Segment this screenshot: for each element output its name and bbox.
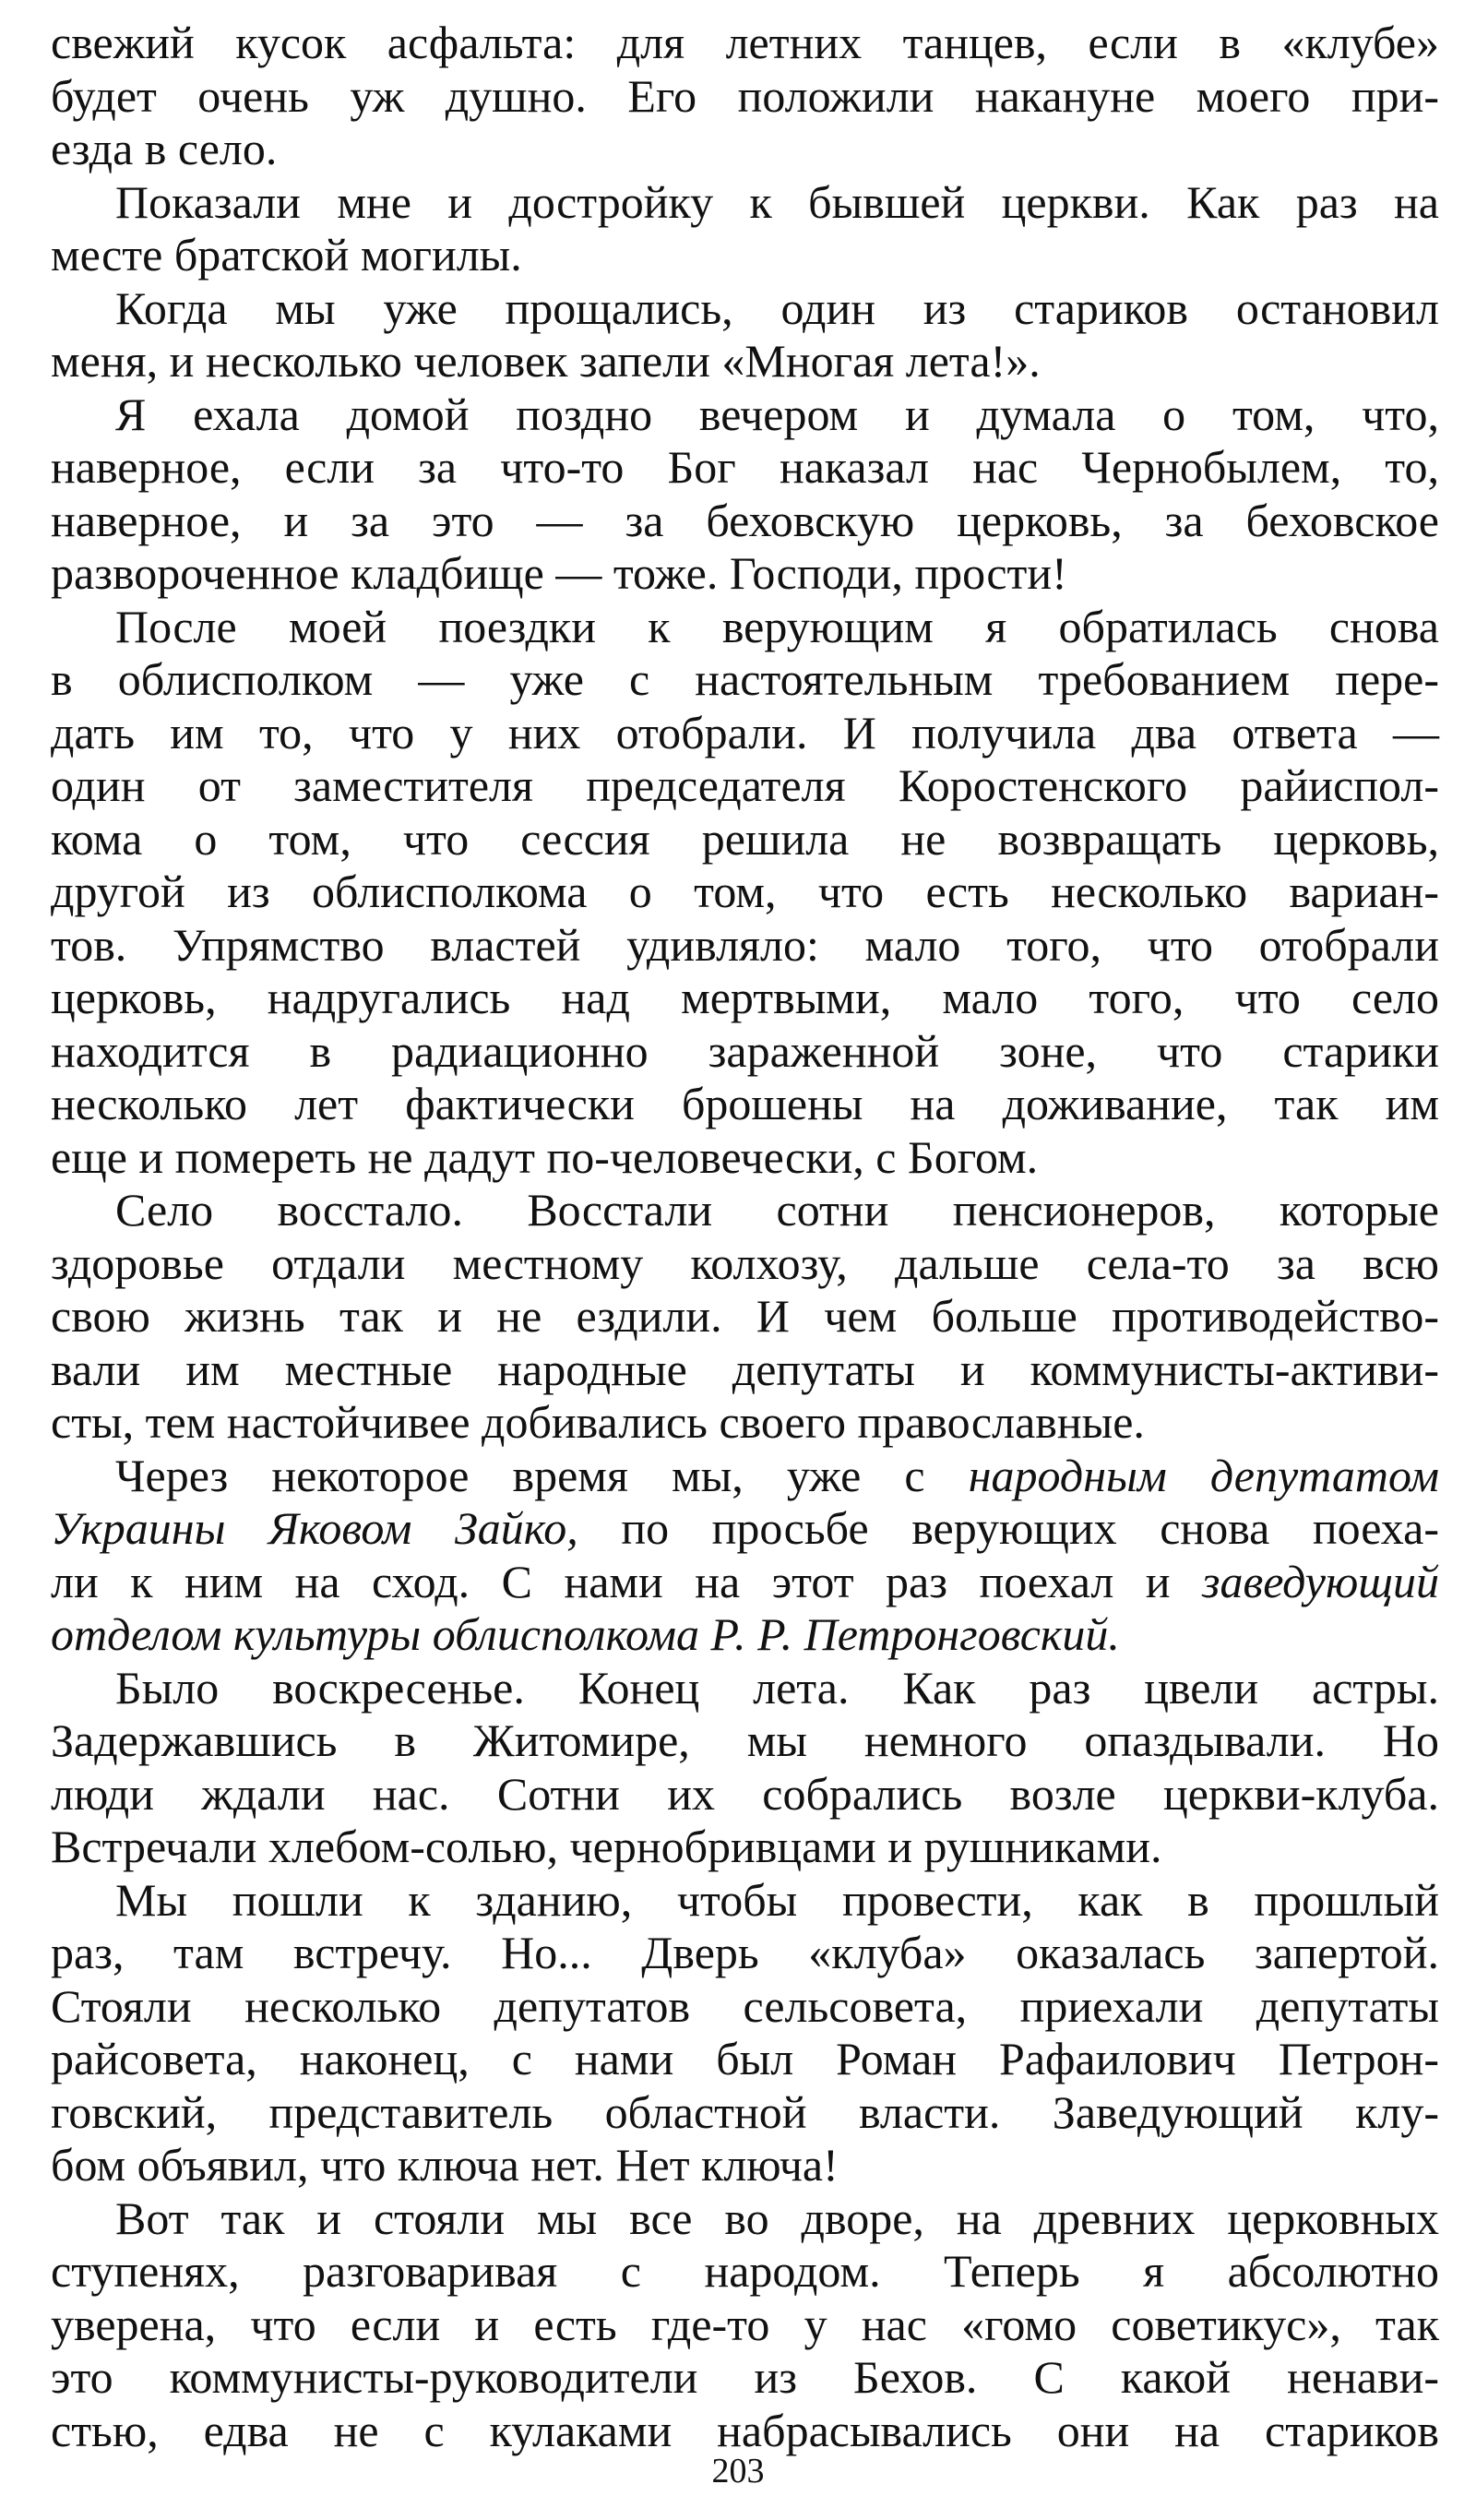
body-text: свою жизнь так и не ездили. И чем больше противодейство-	[51, 1290, 1439, 1342]
text-line	[51, 1344, 1439, 1397]
text-line	[51, 601, 1439, 654]
italic-text: заведующий	[1202, 1555, 1439, 1607]
italic-text: народным депутатом	[968, 1449, 1439, 1501]
body-text: еще и помереть не дадут по-человечески, с Богом.	[51, 1130, 1039, 1183]
body-text: После моей поездки к верующим я обратилась снова	[115, 600, 1439, 652]
text-line	[51, 441, 1439, 495]
body-text: Село восстало. Восстали сотни пенсионеров, которые	[115, 1184, 1439, 1236]
body-text: стью, едва не с кулаками набрасывались они на стариков	[51, 2404, 1439, 2456]
text-line	[51, 229, 1439, 282]
text-line	[51, 176, 1439, 230]
body-text: церковь, надругались над мертвыми, мало того, что село	[51, 972, 1439, 1023]
body-text: здоровье отдали местному колхозу, дальше села-то за всю	[51, 1236, 1439, 1289]
text-line	[51, 70, 1439, 124]
text-line	[51, 495, 1439, 548]
text-line	[51, 2139, 1439, 2192]
paragraph	[51, 2192, 1439, 2458]
body-text: находится в радиационно зараженной зоне, что старики	[51, 1024, 1439, 1077]
paragraph	[51, 388, 1439, 601]
body-text: по просьбе верующих снова поеха-	[577, 1502, 1439, 1554]
text-line	[51, 759, 1439, 813]
paragraph	[51, 17, 1439, 176]
page-body	[51, 17, 1439, 2457]
text-line	[51, 1608, 1439, 1662]
text-line	[51, 547, 1439, 601]
text-line	[51, 1131, 1439, 1185]
body-text: Стояли несколько депутатов сельсовета, приехали депутаты	[51, 1979, 1439, 2032]
body-text: развороченное кладбище — тоже. Господи, прости!	[51, 547, 1067, 599]
text-line	[51, 282, 1439, 336]
body-text: Вот так и стояли мы все во дворе, на древних церковных	[115, 2192, 1439, 2244]
paragraph	[51, 1450, 1439, 1662]
body-text: это коммунисты-руководители из Бехов. С какой ненави-	[51, 2351, 1439, 2403]
text-line	[51, 17, 1439, 70]
body-text: Я ехала домой поздно вечером и думала о том, что,	[115, 388, 1439, 440]
text-line	[51, 813, 1439, 866]
body-text: будет очень уж душно. Его положили накануне моего при-	[51, 69, 1439, 122]
body-text: райсовета, наконец, с нами был Роман Рафаилович Петрон-	[51, 2033, 1439, 2084]
text-line	[51, 919, 1439, 973]
body-text: уверена, что если и есть где-то у нас «гомо советикус», так	[51, 2298, 1439, 2350]
text-line	[51, 1874, 1439, 1928]
paragraph	[51, 1874, 1439, 2192]
text-line	[51, 653, 1439, 707]
body-text: тов. Упрямство властей удивляло: мало того, что отобрали	[51, 918, 1439, 971]
body-text: раз, там встречу. Но... Дверь «клуба» оказалась запертой.	[51, 1927, 1439, 1978]
body-text: несколько лет фактически брошены на доживание, так им	[51, 1078, 1439, 1129]
body-text: Когда мы уже прощались, один из стариков остановил	[115, 281, 1439, 334]
text-line	[51, 1927, 1439, 1980]
text-line	[51, 1714, 1439, 1768]
text-line	[51, 707, 1439, 760]
text-line	[51, 1980, 1439, 2034]
body-text: кома о том, что сессия решила не возвращать церковь,	[51, 812, 1439, 865]
text-line	[51, 2245, 1439, 2299]
text-line	[51, 1821, 1439, 1874]
body-text: вали им местные народные депутаты и коммунисты-активи-	[51, 1343, 1439, 1395]
body-text: бом объявил, что ключа нет. Нет ключа!	[51, 2139, 839, 2191]
text-line	[51, 1662, 1439, 1715]
body-text: свежий кусок асфальта: для летних танцев, если в «клубе»	[51, 17, 1439, 68]
text-line	[51, 1237, 1439, 1291]
body-text: ступенях, разговаривая с народом. Теперь я абсолютно	[51, 2245, 1439, 2297]
text-line	[51, 1290, 1439, 1344]
text-line	[51, 1184, 1439, 1237]
text-line	[51, 2299, 1439, 2352]
body-text: дать им то, что у них отобрали. И получила два ответа —	[51, 706, 1439, 758]
body-text: люди ждали нас. Сотни их собрались возле церкви-клуба.	[51, 1767, 1439, 1820]
body-text: Задержавшись в Житомире, мы немного опаздывали. Но	[51, 1714, 1439, 1766]
text-line	[51, 1078, 1439, 1131]
body-text: наверное, и за это — за беховскую церковь, за беховское	[51, 494, 1439, 546]
body-text: сты, тем настойчивее добивались своего православные.	[51, 1396, 1145, 1448]
body-text: ли к ним на сход. С нами на этот раз поехал и	[51, 1555, 1203, 1607]
body-text: в облисполком — уже с настоятельным требованием пере-	[51, 653, 1439, 705]
text-line	[51, 1025, 1439, 1079]
body-text: Показали мне и достройку к бывшей церкви. Как раз на	[115, 175, 1439, 228]
body-text: меня, и несколько человек запели «Многая лета!».	[51, 335, 1041, 387]
body-text: наверное, если за что-то Бог наказал нас Чернобылем, то,	[51, 441, 1439, 493]
page-number: 203	[711, 2452, 765, 2490]
text-line	[51, 123, 1439, 176]
text-line	[51, 1396, 1439, 1450]
body-text: Через некоторое время мы, уже с	[115, 1449, 969, 1501]
paragraph	[51, 1662, 1439, 1874]
body-text: Встречали хлебом-солью, чернобривцами и рушниками.	[51, 1821, 1162, 1872]
paragraph	[51, 176, 1439, 282]
paragraph	[51, 1184, 1439, 1450]
body-text: езда в село.	[51, 123, 278, 174]
text-line	[51, 1768, 1439, 1821]
text-line	[51, 866, 1439, 919]
text-line	[51, 1556, 1439, 1609]
text-line	[51, 2405, 1439, 2458]
body-text: Было воскресенье. Конец лета. Как раз цвели астры.	[115, 1661, 1439, 1714]
text-line	[51, 2351, 1439, 2405]
text-line	[51, 972, 1439, 1025]
text-line	[51, 2086, 1439, 2140]
body-text: месте братской могилы.	[51, 229, 522, 281]
text-line	[51, 2192, 1439, 2246]
body-text: другой из облисполкома о том, что есть несколько вариан-	[51, 866, 1439, 917]
italic-text: Украины Яковом Зайко,	[51, 1502, 578, 1554]
paragraph	[51, 282, 1439, 388]
body-text: Мы пошли к зданию, чтобы провести, как в прошлый	[115, 1873, 1439, 1926]
paragraph	[51, 601, 1439, 1185]
text-line	[51, 388, 1439, 442]
text-line	[51, 1450, 1439, 1503]
body-text: говский, представитель областной власти. Заведующий клу-	[51, 2085, 1439, 2138]
text-line	[51, 1502, 1439, 1556]
body-text: один от заместителя председателя Коростенского райиспол-	[51, 759, 1439, 811]
italic-text: отделом культуры облисполкома Р. Р. Петронговский.	[51, 1608, 1120, 1660]
text-line	[51, 335, 1439, 388]
text-line	[51, 2033, 1439, 2086]
